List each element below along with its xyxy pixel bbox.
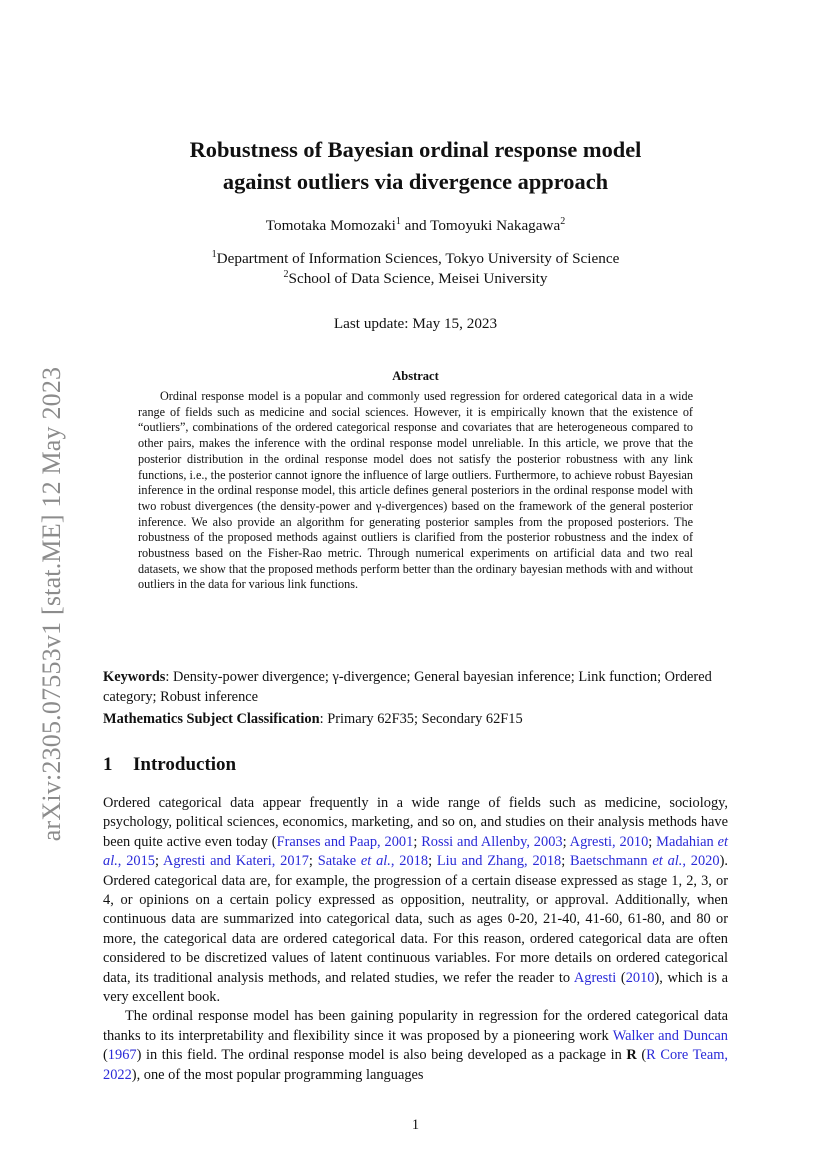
section-number: 1 [103, 754, 113, 775]
intro-paragraph-2: The ordinal response model has been gaining popularity in regression for the ordered categorical data thanks to its interpretability and flexibility since it was proposed by a pioneering work Walker and Duncan (1967) in this field. The ordinal response model is also being developed as a package in R (R Core Team, 2022), one of the most popular programming languages [103, 1008, 728, 1083]
affiliation-2-text: School of Data Science, Meisei University [288, 270, 548, 287]
intro-body [103, 794, 728, 1085]
citation-separator: ; [561, 853, 571, 870]
author-1: Tomotaka Momozaki [265, 217, 396, 234]
affiliations [103, 249, 728, 289]
citation-year: , 2020 [682, 853, 720, 870]
author-1-affil-marker: 1 [395, 216, 401, 227]
citation-author: Baetschmann [570, 853, 653, 870]
citation-separator: ; [648, 833, 657, 850]
citation-etal: et al. [103, 833, 728, 870]
citation-link[interactable]: Agresti and Kateri, 2017 [163, 853, 309, 870]
author-2-affil-marker: 2 [560, 216, 566, 227]
author-2: Tomoyuki Nakagawa [430, 217, 561, 234]
citation-year-link[interactable]: 2010 [625, 969, 655, 986]
citation-link[interactable]: Agresti [573, 969, 617, 986]
intro-text: ), which is a very excellent book. [103, 969, 729, 1006]
citation-separator: ; [562, 833, 570, 850]
intro-text: ) in this field. The ordinal response model is also being developed as a package in [136, 1047, 627, 1064]
affiliation-1 [103, 249, 728, 269]
msc [103, 711, 728, 728]
citation-year: , 2018 [390, 853, 429, 870]
citation-etal: et al. [360, 853, 391, 870]
citation-link[interactable] [570, 853, 720, 869]
keywords-text: : Density-power divergence; γ-divergence; General bayesian inference; Link function; Ordered category; Robust inference [103, 669, 712, 705]
affiliation-1-marker: 1 [211, 249, 217, 260]
affiliation-1-text: Department of Information Sciences, Tokyo University of Science [216, 250, 620, 267]
title-line-2: against outliers via divergence approach [222, 169, 609, 194]
citation-link[interactable]: Franses and Paap, 2001 [276, 833, 414, 850]
citation-separator: ; [428, 853, 437, 870]
intro-paragraph-1: Ordered categorical data appear frequently in a wide range of fields such as medicine, sociology, psychology, political sciences, economics, marketing, and so on, and studies on their analysis methods have been quite active even today (Franses and Paap, 2001; Rossi and Allenby, 2003; Agresti, 2010; Madahian et al., 2015; Agresti and Kateri, 2017; Satake et al., 2018; Liu and Zhang, 2018; Baetschmann et al., 2020). Ordered categorical data are, for example, the progression of a certain disease expressed as stage 1, 2, 3, or 4, or opinions on a certain policy expressed as opposition, neutrality, or approval. Additionally, when continuous data are summarized into categorical data, such as ages 0-20, 21-40, 41-60, 61-80, and 80 or more, the categorical data are ordered categorical data. For this reason, ordered categorical data are often considered to be discretized values of latent continuous variables. For more details on ordered categorical data, its traditional analysis methods, and related studies, we refer the reader to Agresti (2010), which is a very excellent book. [103, 795, 729, 1006]
citation-link[interactable] [318, 853, 428, 869]
intro-text: Ordered categorical data appear frequently in a wide range of fields such as medicine, sociology, psychology, political sciences, economics, marketing, and so on, and studies on their analysis methods have been quite active even today ( [103, 795, 728, 850]
last-update: Last update: May 15, 2023 [333, 315, 498, 332]
citation-separator: ; [413, 833, 422, 850]
keywords-label: Keywords [103, 669, 166, 685]
affiliation-2-marker: 2 [283, 269, 289, 280]
abstract-heading: Abstract [392, 369, 439, 383]
citation-year: , 2015 [117, 853, 155, 870]
page-number: 1 [411, 1117, 420, 1133]
citation-link[interactable]: Walker and Duncan [612, 1027, 728, 1044]
intro-text: The ordinal response model has been gaining popularity in regression for the ordered categorical data thanks to its interpretability and flexibility since it was proposed by a pioneering work [103, 1008, 728, 1044]
section-title: Introduction [133, 754, 237, 775]
citation-author: Madahian [656, 833, 718, 850]
msc-text: : Primary 62F35; Secondary 62F15 [319, 711, 523, 727]
intro-text: ), one of the most popular programming languages [131, 1066, 424, 1083]
r-language: R [626, 1047, 637, 1064]
authors [103, 217, 728, 235]
intro-text: ). Ordered categorical data are, for example, the progression of a certain disease expressed as stage 1, 2, 3, or 4, or opinions on a certain policy expressed as opposition, neutrality, or approval. Additionally, when continuous data are summarized into categorical data, such as ages 0-20, 21-40, 41-60, 61-80, and 80 or more, the categorical data are ordered categorical data. For this reason, ordered categorical data are often considered to be discretized values of latent continuous variables. For more details on ordered categorical data, its traditional analysis methods, and related studies, we refer the reader to [103, 853, 728, 986]
citation-link[interactable]: Rossi and Allenby, 2003 [421, 833, 563, 850]
citation-year-link[interactable]: 1967 [107, 1047, 137, 1064]
citation-link[interactable]: R Core Team, 2022 [103, 1047, 728, 1083]
title-line-1: Robustness of Bayesian ordinal response model [189, 137, 642, 162]
authors-and: and [400, 217, 431, 234]
keywords [103, 667, 728, 707]
citation-link[interactable]: Agresti, 2010 [569, 833, 649, 850]
abstract-text: Ordinal response model is a popular and commonly used regression for ordered categorical data in a wide range of fields such as medicine and social sciences. However, it is empirically known that the existence of “outliers”, combinations of the ordered categorical response and covariates that are heterogeneous compared to other pairs, makes the inference with the ordinal response model unreliable. In this article, we prove that the posterior distribution in the ordinal response model does not satisfy the posterior robustness with any link functions, i.e., the posterior cannot ignore the influence of large outliers. Furthermore, to achieve robust Bayesian inference in the ordinal response model, this article defines general posteriors in the ordinal response model with two robust divergences (the density-power and γ-divergences) based on the framework of the general posterior inference. We also provide an algorithm for generating posterior samples from the proposed posteriors. The robustness of the proposed methods against outliers is clarified from the posterior robustness and the index of robustness based on the Fisher-Rao metric. Through numerical experiments on artificial data and two real datasets, we show that the proposed methods perform better than the ordinary bayesian methods with and without outliers in the data for various link functions. [138, 389, 693, 592]
paper-title [103, 134, 728, 198]
citation-etal: et al. [652, 853, 683, 870]
msc-label: Mathematics Subject Classification [103, 711, 320, 727]
citation-author: Satake [317, 853, 361, 870]
citation-link[interactable]: Liu and Zhang, 2018 [436, 853, 562, 870]
affiliation-2 [103, 269, 728, 289]
arxiv-stamp: arXiv:2305.07553v1 [stat.ME] 12 May 2023 [37, 366, 66, 842]
section-heading [103, 754, 236, 776]
citation-separator: ; [308, 853, 318, 870]
citation-separator: ; [154, 853, 163, 870]
